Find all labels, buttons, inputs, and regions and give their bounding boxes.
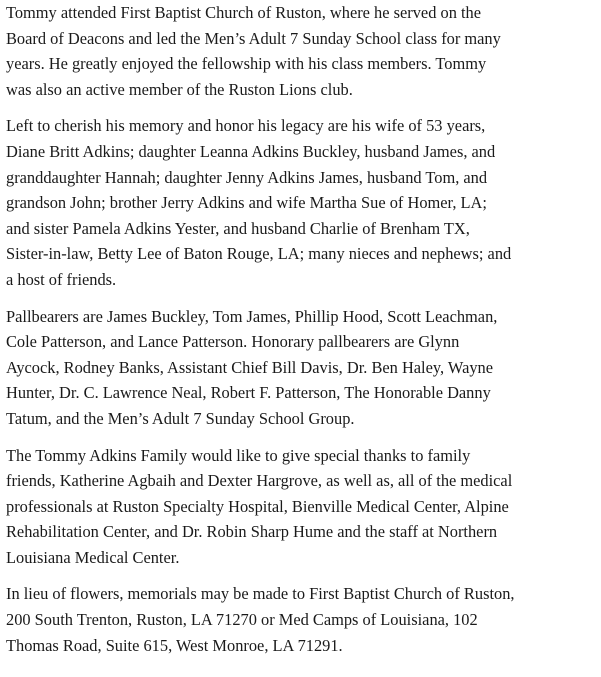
text-line: Cole Patterson, and Lance Patterson. Honorary pallbearers are Glynn [6,332,460,352]
text-line: In lieu of flowers, memorials may be made to First Baptist Church of Ruston, [6,584,515,604]
text-line: Thomas Road, Suite 615, West Monroe, LA 71291. [6,635,343,655]
text-line: granddaughter Hannah; daughter Jenny Adkins James, husband Tom, and [6,167,488,187]
text-line: Board of Deacons and led the Men’s Adult 7 Sunday School class for many [6,28,501,48]
text-line: 200 South Trenton, Ruston, LA 71270 or Med Camps of Louisiana, 102 [6,610,478,630]
text-line: Rehabilitation Center, and Dr. Robin Sharp Hume and the staff at Northern [6,522,498,542]
text-line: friends, Katherine Agbaih and Dexter Hargrove, as well as, all of the medical [6,471,513,491]
text-line: Aycock, Rodney Banks, Assistant Chief Bill Davis, Dr. Ben Haley, Wayne [6,357,494,377]
text-line: Pallbearers are James Buckley, Tom James, Phillip Hood, Scott Leachman, [6,306,498,326]
text-line: Left to cherish his memory and honor his legacy are his wife of 53 years, [6,116,486,136]
text-line: Hunter, Dr. C. Lawrence Neal, Robert F. Patterson, The Honorable Danny [6,383,491,403]
paragraph-thanks [6,443,592,571]
text-line: grandson John; brother Jerry Adkins and wife Martha Sue of Homer, LA; [6,193,487,213]
obituary-text [6,0,592,669]
text-line: a host of friends. [6,269,117,289]
text-line: and sister Pamela Adkins Yester, and husband Charlie of Brenham TX, [6,218,470,238]
text-line: Louisiana Medical Center. [6,547,180,567]
text-line: was also an active member of the Ruston Lions club. [6,79,353,99]
text-line: Sister-in-law, Betty Lee of Baton Rouge, LA; many nieces and nephews; and [6,244,512,264]
paragraph-survivors [6,113,592,292]
text-line: years. He greatly enjoyed the fellowship with his class members. Tommy [6,54,487,74]
text-line: professionals at Ruston Specialty Hospital, Bienville Medical Center, Alpine [6,496,509,516]
text-line: The Tommy Adkins Family would like to give special thanks to family [6,445,471,465]
text-line: Diane Britt Adkins; daughter Leanna Adkins Buckley, husband James, and [6,141,496,161]
text-line: Tatum, and the Men’s Adult 7 Sunday School Group. [6,408,355,428]
paragraph-pallbearers [6,304,592,432]
text-line: Tommy attended First Baptist Church of Ruston, where he served on the [6,3,482,22]
paragraph-church [6,0,592,102]
paragraph-memorials [6,581,592,658]
